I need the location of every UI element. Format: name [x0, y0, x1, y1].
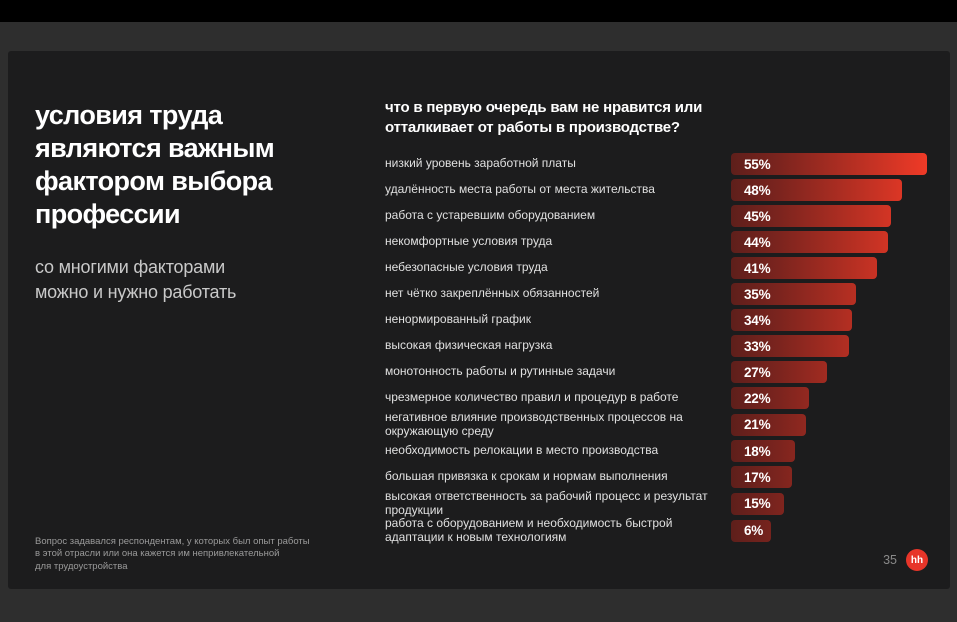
chart-row — [385, 307, 935, 333]
hh-logo-icon — [906, 549, 928, 571]
bar-value: 21% — [744, 417, 771, 432]
bar-label: высокая ответственность за рабочий процесс и результат продукции — [385, 489, 708, 517]
chart-row — [385, 255, 935, 281]
slide-subtitle — [35, 255, 365, 305]
chart-row — [385, 203, 935, 229]
slide-title — [35, 99, 365, 231]
bar-value: 55% — [744, 156, 771, 172]
bar-value: 35% — [744, 286, 771, 302]
footnote — [35, 536, 355, 574]
bar — [731, 283, 856, 305]
bar-label: некомфортные условия труда — [385, 234, 553, 249]
bar-label: чрезмерное количество правил и процедур в работе — [385, 390, 679, 405]
bar — [731, 414, 806, 436]
bar-value: 22% — [744, 390, 771, 406]
chart-panel — [385, 98, 935, 544]
chart-row — [385, 438, 935, 464]
chart-row — [385, 359, 935, 385]
bar-value: 41% — [744, 260, 771, 276]
chart-row — [385, 333, 935, 359]
left-panel — [35, 99, 365, 305]
bar-label: ненормированный график — [385, 312, 531, 327]
bar-value: 33% — [744, 338, 771, 354]
bar-label: негативное влияние производственных процессов на окружающую среду — [385, 410, 683, 438]
bar-value: 44% — [744, 234, 771, 250]
bar-label: необходимость релокации в место производства — [385, 443, 659, 458]
bar-track — [731, 153, 935, 175]
slide-subtitle-line: можно и нужно работать — [35, 282, 237, 302]
bar-track — [731, 361, 935, 383]
slide-subtitle-line: со многими факторами — [35, 257, 225, 277]
chart-title-line: отталкивает от работы в производстве? — [385, 119, 680, 136]
slide — [8, 51, 950, 589]
bar-value: 6% — [744, 523, 764, 538]
bar-value: 45% — [744, 208, 771, 224]
bar-track — [731, 205, 935, 227]
chart-row — [385, 385, 935, 411]
bar — [731, 309, 852, 331]
bar — [731, 205, 891, 227]
chart-row — [385, 464, 935, 490]
bar-label: небезопасные условия труда — [385, 260, 548, 275]
bar-value: 34% — [744, 312, 771, 328]
bar — [731, 153, 927, 175]
footnote-line: Вопрос задавался респондентам, у которых был опыт работы — [35, 535, 310, 547]
footnote-line: для трудоустройства — [35, 560, 128, 572]
bar-label: работа с устаревшим оборудованием — [385, 208, 596, 223]
slide-title-line: фактором выбора — [35, 166, 272, 196]
bar-track — [731, 231, 935, 253]
bar-track — [731, 520, 935, 542]
letterbox-top — [0, 0, 957, 22]
bar-value: 15% — [744, 496, 771, 511]
bar-value: 48% — [744, 182, 771, 198]
bar-label: большая привязка к срокам и нормам выполнения — [385, 469, 668, 484]
bar — [731, 335, 849, 357]
bar-value: 17% — [744, 469, 771, 485]
hh-logo-text: hh — [910, 554, 924, 566]
chart-row — [385, 177, 935, 203]
chart-row — [385, 281, 935, 307]
bar-value: 18% — [744, 443, 771, 459]
chart-title-line: что в первую очередь вам не нравится или — [385, 99, 703, 116]
bar-label: нет чётко закреплённых обязанностей — [385, 286, 600, 301]
bar — [731, 179, 902, 201]
bar — [731, 493, 784, 515]
bar — [731, 440, 795, 462]
chart-row — [385, 151, 935, 177]
bar-track — [731, 466, 935, 488]
page-footer — [883, 549, 928, 571]
bar-track — [731, 414, 935, 436]
bar-value: 27% — [744, 364, 771, 380]
slide-title-line: условия труда — [35, 100, 223, 130]
bar-label: удалённость места работы от места жительства — [385, 182, 655, 197]
bar-label: работа с оборудованием и необходимость быстрой адаптации к новым технологиям — [385, 516, 673, 544]
bar-track — [731, 335, 935, 357]
page-number: 35 — [883, 553, 897, 567]
bar — [731, 231, 888, 253]
slide-title-line: профессии — [35, 199, 181, 229]
bar-label: низкий уровень заработной платы — [385, 156, 576, 171]
bar — [731, 257, 877, 279]
chart-row — [385, 229, 935, 255]
bar-track — [731, 179, 935, 201]
chart-row — [385, 490, 935, 517]
bar-track — [731, 440, 935, 462]
bar-label: высокая физическая нагрузка — [385, 338, 553, 353]
chart-row — [385, 517, 935, 544]
footnote-line: в этой отрасли или она кажется им непривлекательной — [35, 548, 280, 559]
bar-track — [731, 283, 935, 305]
chart-row — [385, 411, 935, 438]
bar-chart — [385, 151, 935, 544]
bar — [731, 387, 809, 409]
bar-label: монотонность работы и рутинные задачи — [385, 364, 616, 379]
bar — [731, 361, 827, 383]
bar-track — [731, 257, 935, 279]
chart-title — [385, 98, 935, 138]
bar-track — [731, 493, 935, 515]
bar-track — [731, 387, 935, 409]
bar — [731, 466, 792, 488]
bar-track — [731, 309, 935, 331]
slide-title-line: являются важным — [35, 133, 275, 163]
bar — [731, 520, 771, 542]
